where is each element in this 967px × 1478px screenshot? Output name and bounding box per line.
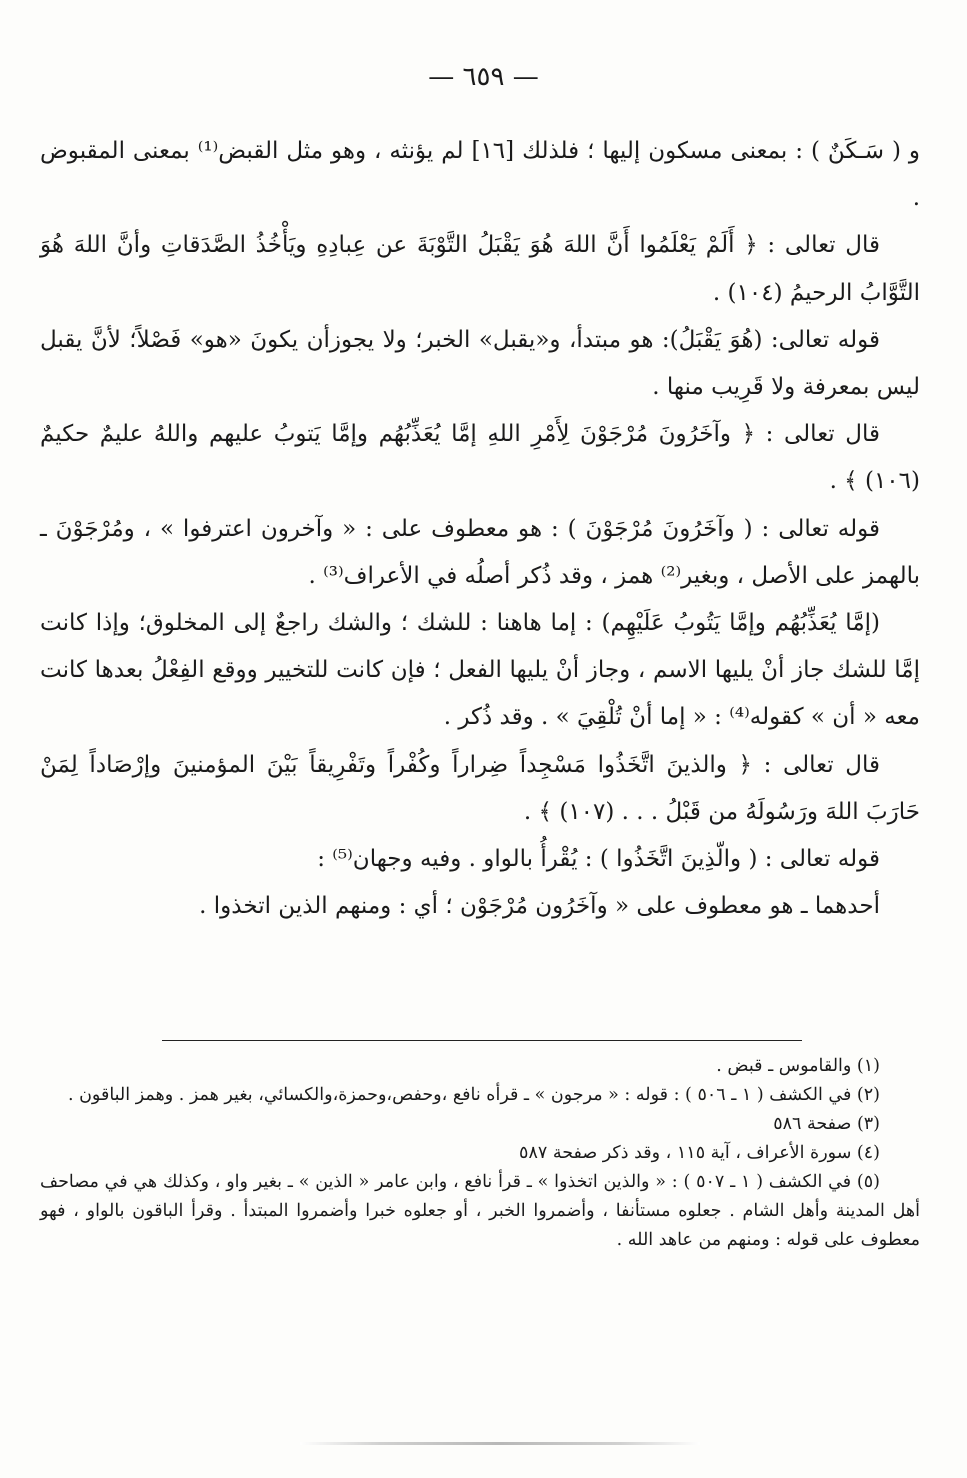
paragraph: قوله تعالى: (هُوَ يَقْبَلُ): هو مبتدأ، و«يقبل» الخبر؛ ولا يجوزأن يكونَ «هو» فَصْلاً؛ لأنَّ يقبل ليس بمعرفة ولا قَرِيب منها . (40, 326, 920, 401)
scan-edge-mark (300, 1442, 700, 1445)
footnote: (٥) في الكشف ( ١ ـ ٥٠٧ ) : « والذين اتخذوا » ـ قرأ نافع ، وابن عامر « الذين » ـ بغير واو ، وكذلك هي في مصاحف أهل المدينة وأهل الشام . جعلوه مستأنفا ، وأضمروا الخبر ، أو جعلوه خبرا وأضمروا المبتدأ . وقرأ الباقون بالواو ، فهو معطوف على قوله : ومنهم من عاهد الله . (40, 1172, 920, 1250)
footnote: (١) والقاموس ـ قبض . (716, 1056, 880, 1076)
paragraph: قال تعالى : ﴿ أَلَمْ يَعْلَمُوا أَنَّ اللهَ هُوَ يَقْبَلُ التَّوْبَةَ عن عِبادِهِ ويَأْخُذُ الصَّدَقاتِ وأنَّ اللهَ هُوَ التَّوَّابُ الرحيمُ (١٠٤) . (40, 232, 920, 306)
paragraph: قوله تعالى : ( والّذِينَ اتَّخَذُوا ) : يُقْرأُ بالواو . وفيه وجهان⁽⁵⁾ : (317, 846, 880, 873)
paragraph: و ( سَـكَنٌ ) : بمعنى مسكون إليها ؛ فلذلك [١٦] لم يؤنثه ، وهو مثل القبض⁽¹⁾ بمعنى المقبوض . (40, 138, 920, 212)
footnotes (40, 1052, 920, 1255)
footnote: (٢) في الكشف ( ١ ـ ٥٠٦ ) : قوله : « مرجون » ـ قرأه نافع ،وحفص،وحمزة،والكسائي، بغير همز . وهمز الباقون . (67, 1085, 880, 1105)
paragraph: قال تعالى : ﴿ والذينَ اتَّخَذُوا مَسْجِداً ضِراراً وكُفْراً وتَفْرِيقاً بَيْنَ المؤمنينَ وإرْصَاداً لِمَنْ حَارَبَ اللهَ ورَسُولَهُ من قَبْلُ . . . (١٠٧) ﴾ . (40, 751, 920, 825)
footnote-divider (162, 1040, 802, 1041)
paragraph: (إمَّا يُعَذِّبُهُم وإمَّا يَتُوبُ عَلَيْهِم) : إما هاهنا : للشك ؛ والشك راجعٌ إلى المخلوق؛ وإذا كانت إمَّا للشك جاز أنْ يليها الاسم ، وجاز أنْ يليها الفعل ؛ فإن كانت للتخيير ووقع الفِعْلُ بعدها كانت معه « أن » كقوله⁽⁴⁾ : « إما أنْ تُلْقِيَ » . وقد ذُكر . (40, 610, 920, 731)
footnote: (٣) صفحة ٥٨٦ (773, 1114, 880, 1134)
main-text (40, 128, 920, 930)
paragraph: أحدهما ـ هو معطوف على « وآخَرُون مُرْجَوْن ؛ أي : ومنهم الذين اتخذوا . (199, 893, 880, 920)
page-number: — ٦٥٩ — (428, 62, 539, 92)
paragraph: قوله تعالى : ( وآخَرُونَ مُرْجَوْنَ ) : هو معطوف على : « وآخرون اعترفوا » ، ومُرْجَوْنَ ـ بالهمز على الأصل ، وبغير⁽²⁾ همز ، وقد ذُكر أصلُه في الأعراف⁽³⁾ . (40, 515, 920, 589)
paragraph: قال تعالى : ﴿ وآخَرُونَ مُرْجَوْنَ لِأَمْرِ اللهِ إمَّا يُعَذِّبُهُم وإمَّا يَتوبُ عليهم واللهُ عليمٌ حكيمٌ (١٠٦) ﴾ . (40, 421, 920, 495)
footnote: (٤) سورة الأعراف ، آية ١١٥ ، وقد ذكر صفحة ٥٨٧ (519, 1143, 880, 1163)
